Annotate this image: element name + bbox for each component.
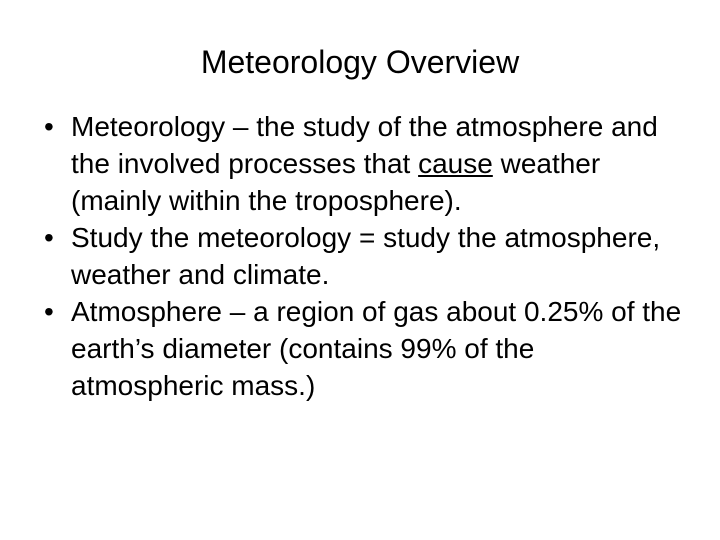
bullet-marker: • (44, 111, 54, 142)
bullet-text: Atmosphere – a region of gas about 0.25% of the earth’s diameter (contains 99% of the atmospheric mass.) (71, 296, 682, 401)
underlined-word: cause (418, 148, 493, 179)
bullet-item-study (44, 219, 694, 293)
bullet-item-atmosphere (44, 293, 694, 404)
bullet-text-part: Meteorology – the study of the atmosphere and the involved processes that (71, 111, 658, 179)
slide-title: Meteorology Overview (200, 44, 520, 80)
bullet-item-meteorology (44, 108, 694, 219)
bullet-list (44, 108, 694, 404)
bullet-text-part: weather (mainly within the troposphere). (71, 148, 601, 216)
bullet-text: Study the meteorology = study the atmosphere, weather and climate. (71, 222, 661, 290)
bullet-marker: • (44, 296, 54, 327)
bullet-marker: • (44, 222, 54, 253)
